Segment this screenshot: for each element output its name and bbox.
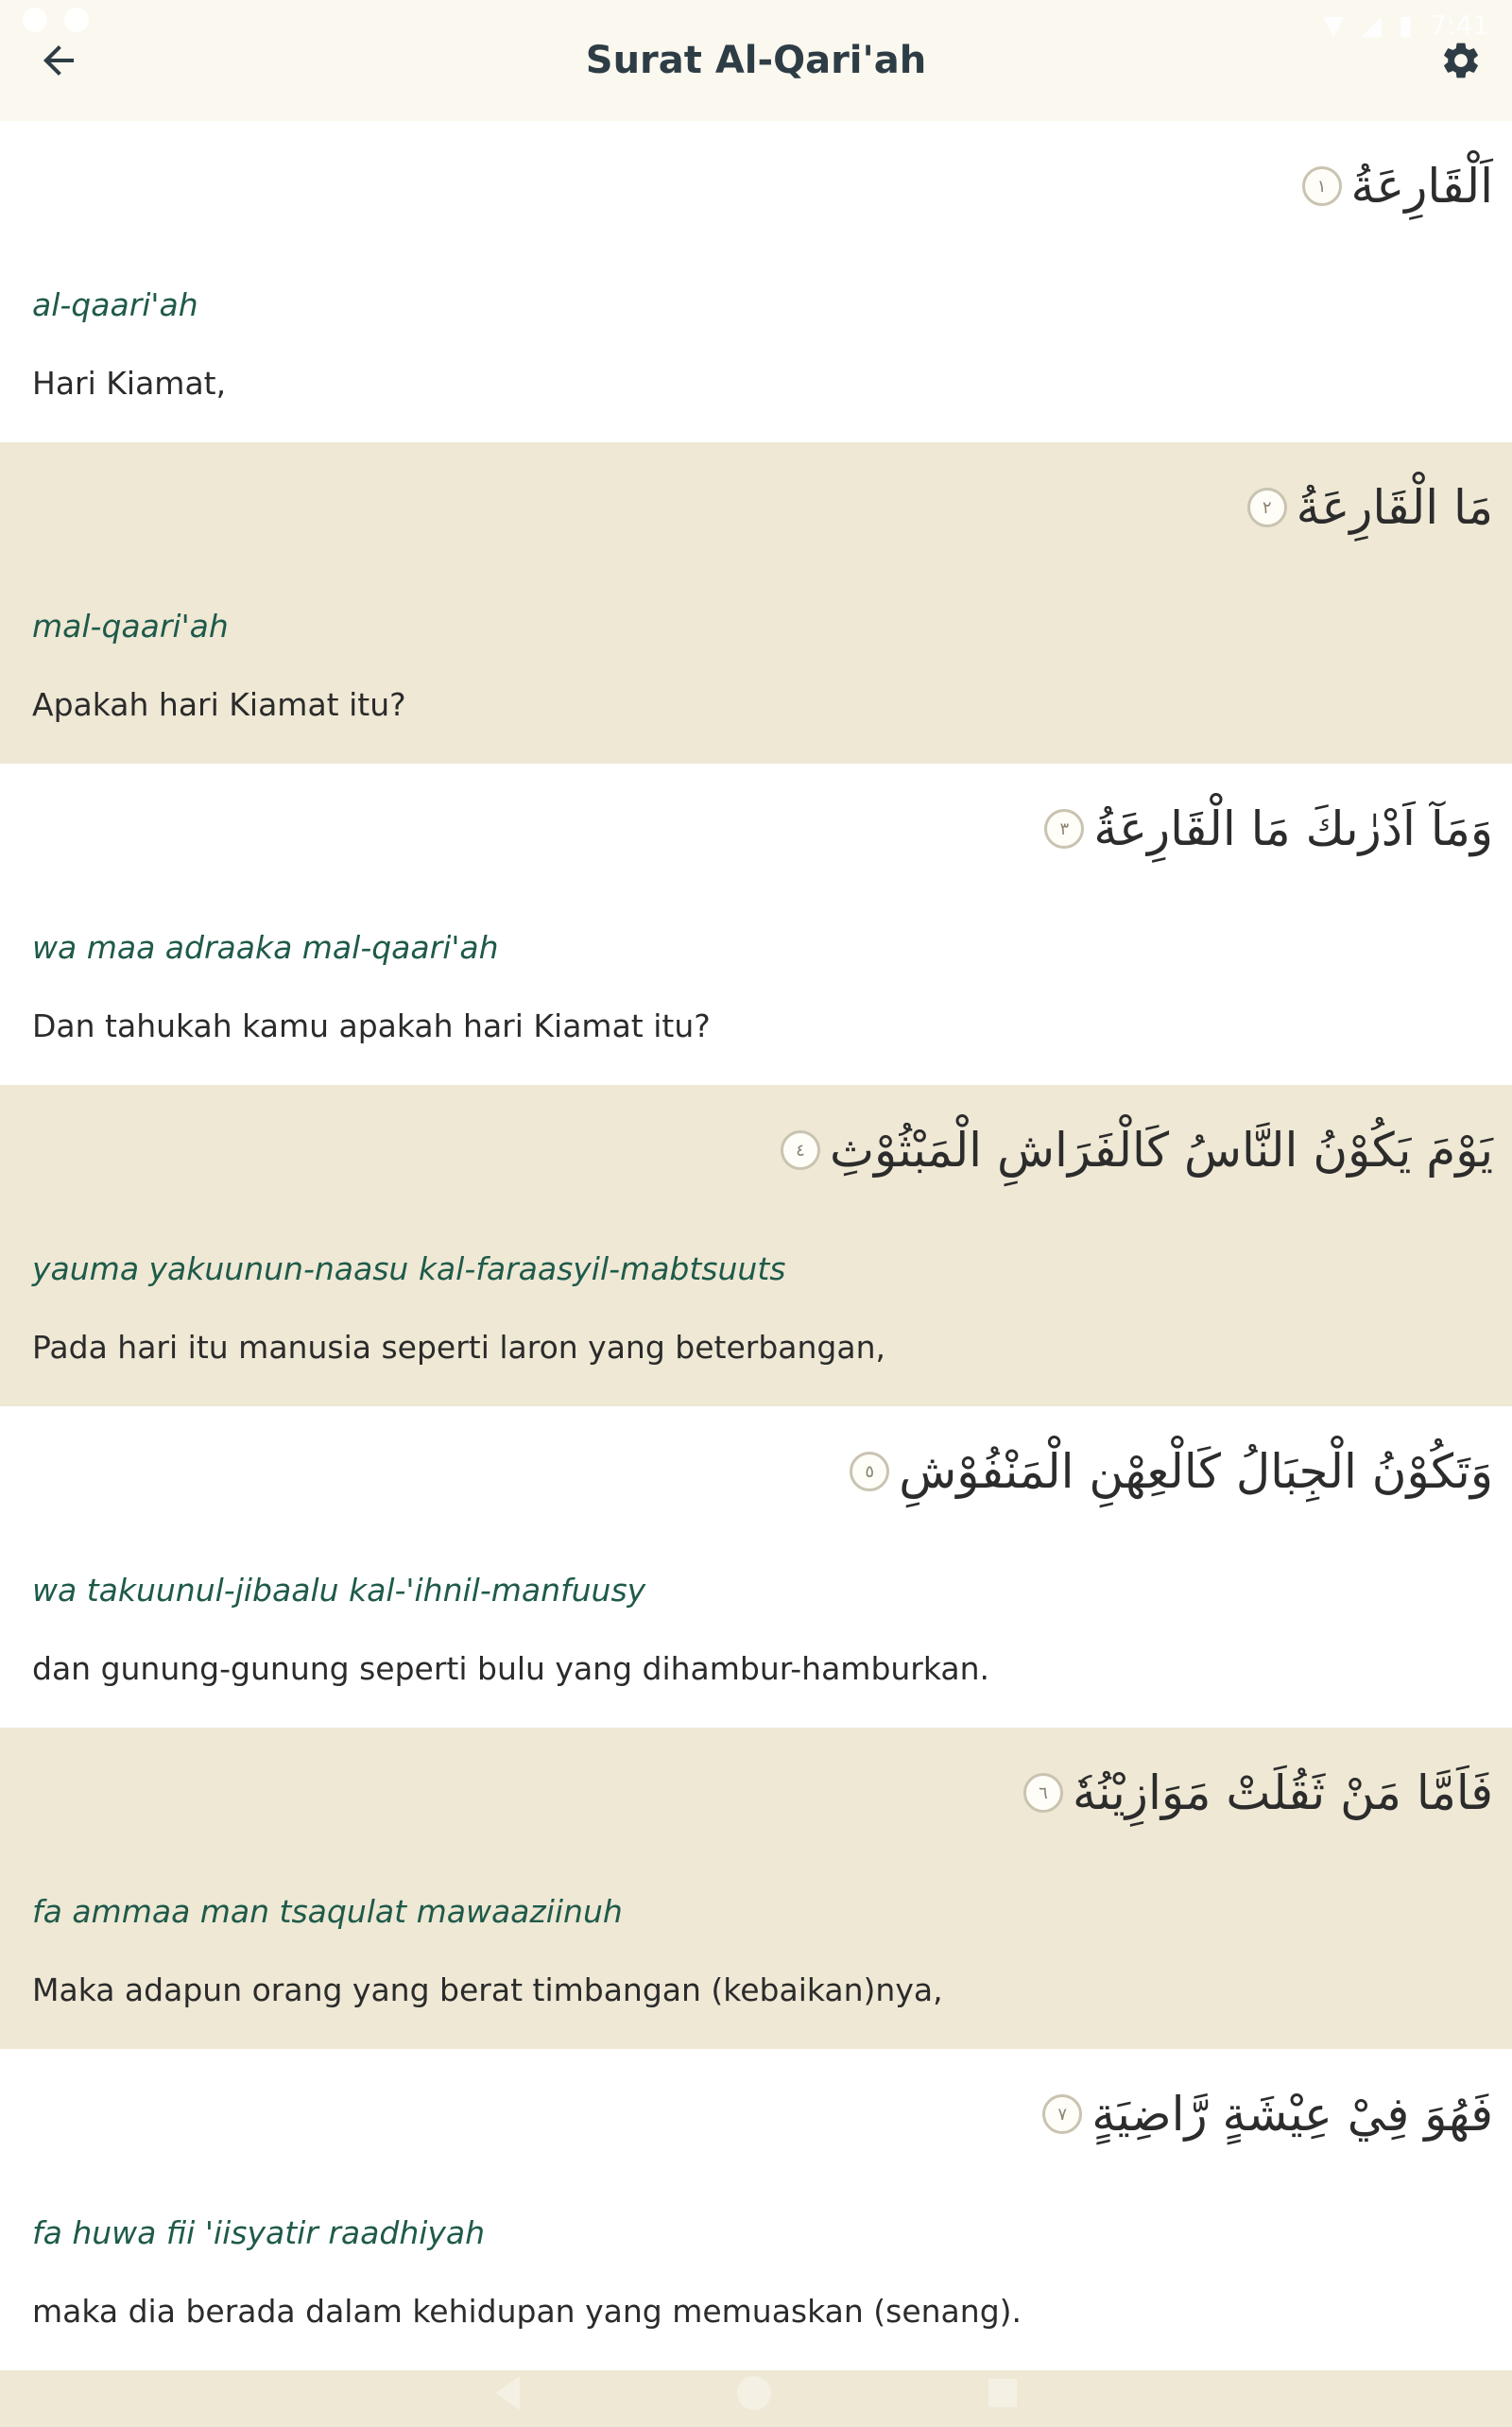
verse-transliteration: yauma yakuunun-naasu kal-faraasyil-mabtsuuts [32,1250,786,1287]
verse-transliteration: mal-qaari'ah [32,608,229,645]
verse-row[interactable] [0,1728,1512,2049]
verse-row[interactable] [0,442,1512,764]
verse-translation: Maka adapun orang yang berat timbangan (kebaikan)nya, [32,1971,943,2008]
verse-arabic [1044,801,1493,856]
arabic-text: يَوْمَ يَكُوْنُ النَّاسُ كَالْفَرَاشِ الْمَبْثُوْثِ [829,1123,1493,1178]
verse-row[interactable] [0,764,1512,1085]
notification-icons [23,8,89,32]
ayah-number-icon: ٦ [1023,1773,1063,1813]
verse-row[interactable] [0,2049,1512,2370]
verse-arabic [1247,480,1493,535]
nav-back-icon[interactable] [495,2376,520,2410]
ayah-number-icon: ٥ [850,1452,889,1491]
verse-transliteration: wa maa adraaka mal-qaari'ah [32,929,499,966]
verse-translation: maka dia berada dalam kehidupan yang memuaskan (senang). [32,2293,1022,2330]
verse-row[interactable] [0,1406,1512,1728]
verse-arabic [850,1444,1493,1499]
nav-home-icon[interactable] [737,2376,771,2410]
system-nav-bar [0,2367,1512,2419]
ayah-number-icon: ٧ [1042,2094,1082,2134]
arabic-text: اَلْقَارِعَةُ [1350,159,1493,214]
nav-recents-icon[interactable] [988,2379,1017,2407]
wifi-icon: ▼ [1323,9,1345,41]
status-time: 7:41 [1430,9,1489,41]
arabic-text: مَا الْقَارِعَةُ [1296,480,1493,535]
verse-translation: Apakah hari Kiamat itu? [32,686,406,723]
ayah-number-icon: ١ [1302,166,1342,206]
notification-icon [64,8,89,32]
arabic-text: وَتَكُوْنُ الْجِبَالُ كَالْعِهْنِ الْمَنْفُوْشِ [899,1444,1493,1499]
notification-icon [23,8,47,32]
signal-icon: ◢ [1361,9,1382,41]
arabic-text: فَاَمَّا مَنْ ثَقُلَتْ مَوَازِيْنُهٗ [1073,1765,1493,1820]
verse-translation: dan gunung-gunung seperti bulu yang dihambur-hamburkan. [32,1650,990,1687]
verse-transliteration: wa takuunul-jibaalu kal-'ihnil-manfuusy [32,1572,646,1609]
status-bar [0,0,1512,49]
ayah-number-icon: ٣ [1044,809,1084,849]
verse-arabic [1302,159,1493,214]
page-title: Surat Al-Qari'ah [585,39,927,82]
arabic-text: وَمَآ اَدْرٰىكَ مَا الْقَارِعَةُ [1093,801,1493,856]
verse-row[interactable] [0,121,1512,442]
ayah-number-icon: ٤ [781,1130,820,1170]
verse-arabic [1042,2087,1493,2142]
verse-arabic [1023,1765,1493,1820]
verse-row[interactable] [0,1085,1512,1406]
verse-translation: Hari Kiamat, [32,365,227,402]
verse-translation: Dan tahukah kamu apakah hari Kiamat itu? [32,1007,711,1044]
verse-transliteration: fa huwa fii 'iisyatir raadhiyah [32,2214,486,2251]
verse-transliteration: fa ammaa man tsaqulat mawaaziinuh [32,1893,623,1930]
ayah-number-icon: ٢ [1247,488,1287,527]
arabic-text: فَهُوَ فِيْ عِيْشَةٍ رَّاضِيَةٍ [1091,2087,1493,2142]
verse-transliteration: al-qaari'ah [32,286,198,323]
battery-icon: ▮ [1398,9,1414,41]
verse-translation: Pada hari itu manusia seperti laron yang beterbangan, [32,1329,886,1366]
system-icons [1324,9,1489,41]
verse-arabic [781,1123,1493,1178]
verse-list [0,121,1512,2427]
